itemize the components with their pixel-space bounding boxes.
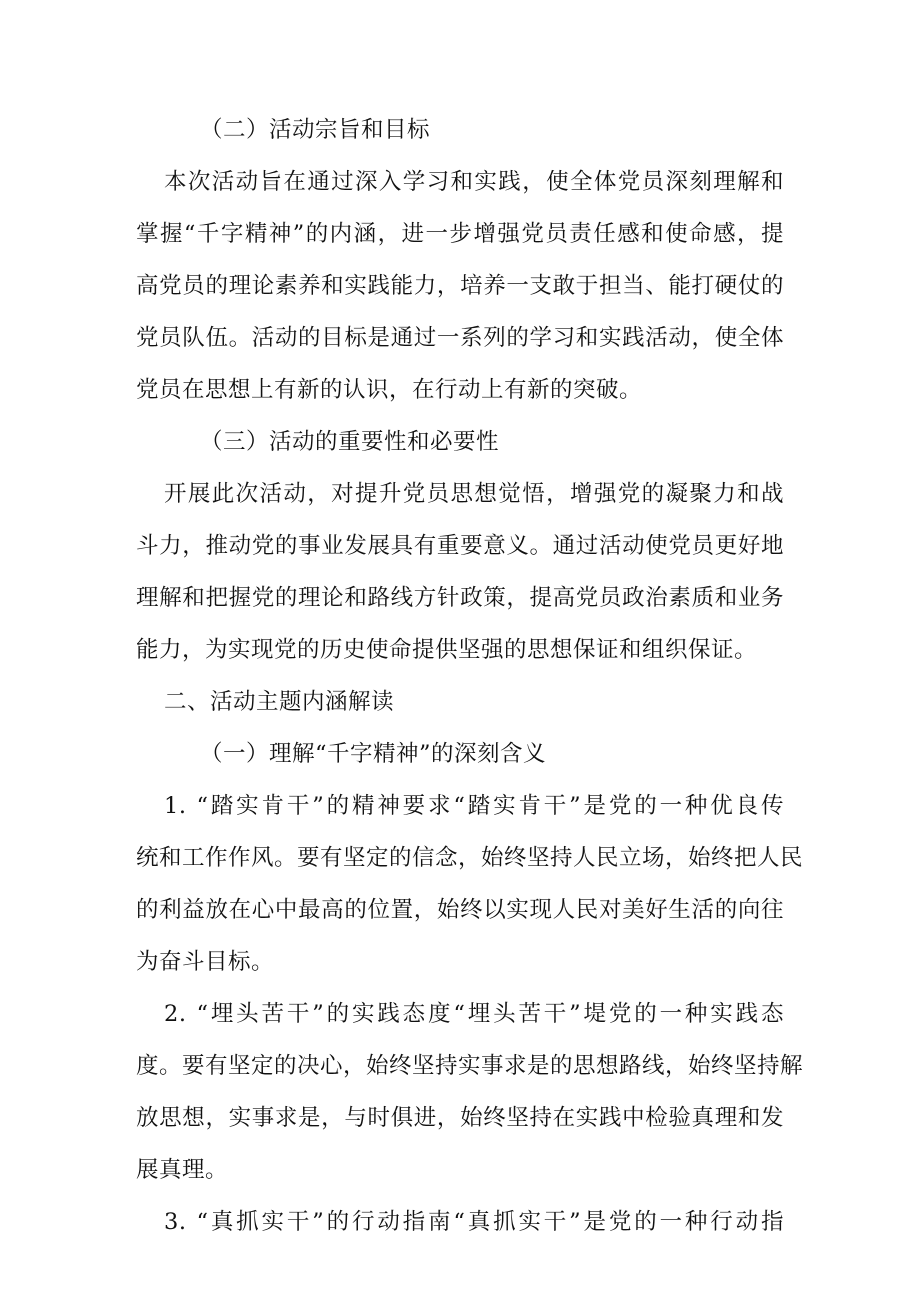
text-line: 斗力，推动党的事业发展具有重要意义。通过活动使党员更好地 — [136, 533, 784, 559]
body-paragraph — [136, 156, 784, 416]
body-paragraph — [136, 468, 784, 676]
text-line: 本次活动旨在通过深入学习和实践，使全体党员深刻理解和 — [164, 169, 784, 195]
document-page — [136, 104, 804, 1248]
text-line: 度。要有坚定的决心，始终坚持实事求是的思想路线，始终坚持解 — [136, 1053, 804, 1079]
text-line: 掌握“千字精神”的内涵，进一步增强党员责任感和使命感，提 — [136, 221, 784, 247]
section-heading — [136, 416, 784, 468]
text-line: 统和工作作风。要有坚定的信念，始终坚持人民立场，始终把人民 — [136, 845, 804, 871]
body-paragraph — [136, 780, 804, 988]
text-line: 2. “埋头苦干”的实践态度“埋头苦干”堤党的一种实践态 — [164, 1001, 784, 1027]
text-line: （二）活动宗旨和目标 — [200, 117, 431, 143]
text-line: 1. “踏实肯干”的精神要求“踏实肯干”是党的一种优良传 — [164, 793, 784, 819]
section-heading — [136, 676, 784, 728]
section-heading — [136, 728, 784, 780]
section-heading — [136, 104, 784, 156]
text-line: 放思想，实事求是，与时俱进，始终坚持在实践中检验真理和发 — [136, 1105, 784, 1131]
text-line: 的利益放在心中最高的位置，始终以实现人民对美好生活的向往 — [136, 897, 784, 923]
text-line: 开展此次活动，对提升党员思想觉悟，增强党的凝聚力和战 — [164, 481, 784, 507]
text-line: 为奋斗目标。 — [136, 949, 275, 975]
text-line: 高党员的理论素养和实践能力，培养一支敢于担当、能打硬仗的 — [136, 273, 784, 299]
text-line: 党员队伍。活动的目标是通过一系列的学习和实践活动，使全体 — [136, 325, 784, 351]
text-line: 二、活动主题内涵解读 — [164, 689, 395, 715]
text-line: （一）理解“千字精神”的深刻含义 — [200, 741, 547, 767]
text-line: 理解和把握党的理论和路线方针政策，提高党员政治素质和业务 — [136, 585, 784, 611]
text-line: 党员在思想上有新的认识，在行动上有新的突破。 — [136, 377, 643, 403]
body-paragraph — [136, 1196, 784, 1248]
text-line: 3. “真抓实干”的行动指南“真抓实干”是党的一种行动指 — [164, 1209, 784, 1235]
text-line: 能力，为实现党的历史使命提供坚强的思想保证和组织保证。 — [136, 637, 758, 663]
body-paragraph — [136, 988, 804, 1196]
text-line: （三）活动的重要性和必要性 — [200, 429, 500, 455]
text-line: 展真理。 — [136, 1157, 229, 1183]
